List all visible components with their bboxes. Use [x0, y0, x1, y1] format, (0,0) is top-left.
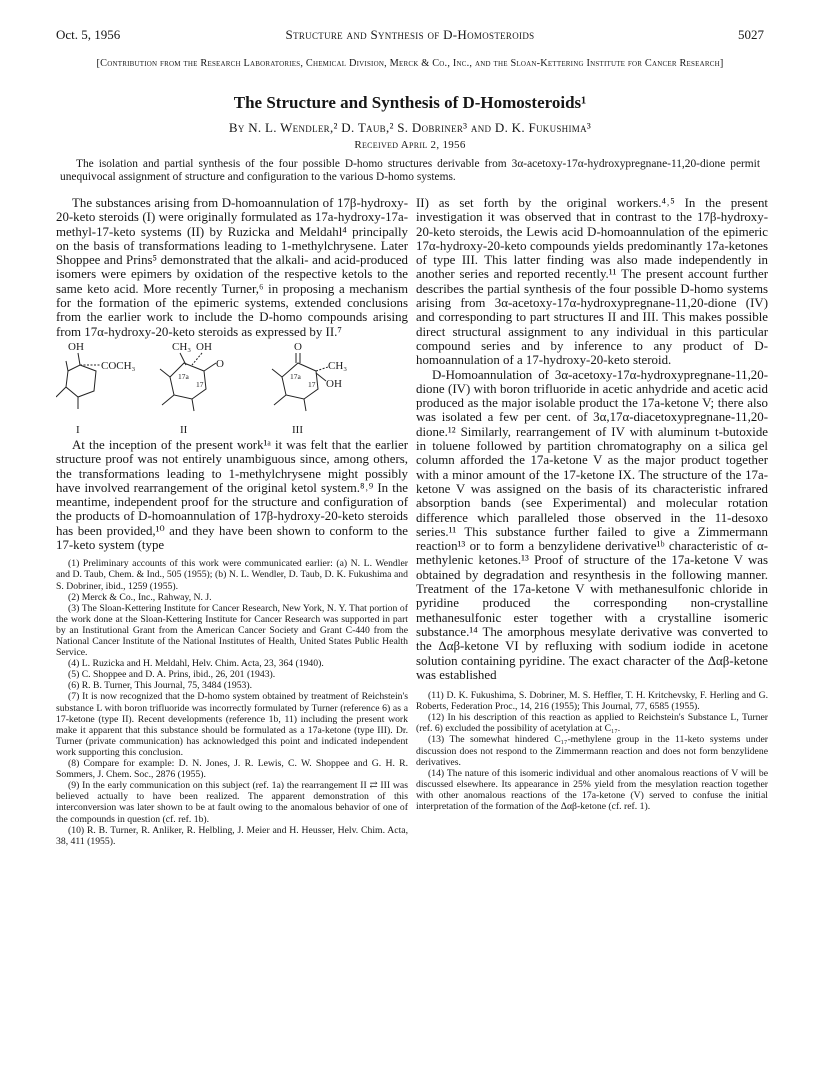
footnote: (14) The nature of this isomeric individual and other anomalous reactions of V will be discussed elsewhere. Its appearance in 25% yield from the mesylation reaction together with other anomalous reactions of the 17a-ketone (V) served to confuse the initial interpretation of the formation of the Δαβ-ketone (cf. ref. 1).: [416, 767, 768, 813]
footnote: (7) It is now recognized that the D-homo system obtained by treatment of Reichstein's substance L with boron trifluoride was incorrectly formulated by Turner (reference 6) as a 17-ketone (type II). Recent developments (reference 1b, 11) including the present work make it apparent that this substance should be formulated as a 17a-ketone (type III). Dr. Turner (private communication) has acknowledged this point and indicated independent work supporting this conclusion.: [56, 691, 408, 758]
running-head-date: Oct. 5, 1956: [56, 27, 121, 42]
bond-line: [272, 369, 282, 377]
structure-II: [160, 341, 224, 435]
bond-line: [304, 399, 306, 411]
footnote: (12) In his description of this reaction as applied to Reichstein's Substance L, Turner (ref. 6) excluded the possibility of acetylation at C₁₇.: [416, 712, 768, 735]
body-paragraph: II) as set forth by the original workers.⁴˒⁵ In the present investigation it was observed that in contrast to the 17β-hydroxy-20-keto steroids, the Lewis acid D-homoannulation of the epimeric 17α-hydroxy-20-keto compounds yields predominantly 17a-ketones of type III. This latter finding was also made independently in another series and reported recently.¹¹ The present account further describes the partial synthesis of the four possible D-homo systems arising from 3α-acetoxy-17α-hydroxypregnane-11,20-dione (IV) and corresponding to part structures II and III. This makes possible direct structural assignment to any individual in this particular compound series and by inference to any product of D-homoannulation of a 17-hydroxy-20-keto steroid.: [416, 196, 768, 368]
struct-III-position-label: 17: [308, 379, 316, 389]
struct-III-ch3-label: CH₃: [328, 359, 348, 372]
footnote: (13) The somewhat hindered C₁₇-methylene group in the 11-keto systems under discussion does not respond to the Zimmermann reaction and does not form benzylidene derivatives.: [416, 734, 768, 768]
footnote: (1) Preliminary accounts of this work were communicated earlier: (a) N. L. Wendler and D. Taub, Chem. & Ind., 505 (1955); (b) N. L. Wendler, D. Taub, D. K. Fukushima and S. Dobriner, ibid., 1259 (1955).: [56, 558, 408, 592]
struct-III-oh-label: OH: [326, 377, 342, 390]
bond-line: [162, 395, 174, 405]
struct-III-ring-label: 17a: [290, 371, 301, 381]
footnote: (11) D. K. Fukushima, S. Dobriner, M. S. Heffler, T. H. Kritchevsky, F. Herling and G. Roberts, Federation Proc., 14, 216 (1955); This Journal, 77, 6585 (1955).: [416, 690, 768, 713]
bond-line: [160, 369, 170, 377]
bond-line: [66, 361, 68, 371]
received-date: Received April 2, 1956: [354, 139, 466, 151]
struct-II-ring-label: 17a: [178, 371, 189, 381]
running-head: [56, 27, 764, 45]
footnote: (5) C. Shoppee and D. A. Prins, ibid., 26, 201 (1943).: [68, 669, 276, 681]
bond-line: [192, 353, 202, 365]
paper-title: The Structure and Synthesis of D-Homosteroids¹: [233, 93, 587, 112]
page-number: 5027: [738, 27, 764, 42]
struct-II-o-label: O: [216, 357, 224, 370]
bond-line: [56, 387, 66, 397]
footnote: (9) In the early communication on this subject (ref. 1a) the rearrangement II ⇄ III was believed actually to have been realized. The apparent demonstration of this interconversion was later shown to be at fault owing to the anomalous behavior of one of the compounds in question (cf. ref. 1b).: [56, 780, 408, 825]
footnote: (2) Merck & Co., Inc., Rahway, N. J.: [68, 591, 212, 603]
structure-label-I: I: [76, 423, 80, 435]
bond-line: [274, 395, 286, 405]
structure-III: [272, 341, 347, 435]
footnote: (8) Compare for example: D. N. Jones, J. R. Lewis, C. W. Shoppee and G. H. R. Sommers, J. Chem. Soc., 2876 (1955).: [56, 758, 408, 781]
bond-line: [204, 363, 216, 371]
struct-II-ch3-label: CH₃: [172, 340, 192, 353]
struct-I-oh-label: OH: [68, 340, 84, 353]
structure-label-II: II: [180, 423, 188, 435]
footnote: (10) R. B. Turner, R. Anliker, R. Helbling, J. Meier and H. Heusser, Helv. Chim. Acta, 38, 411 (1955).: [56, 824, 408, 847]
structure-diagrams: [56, 339, 408, 435]
bond-line: [316, 367, 328, 371]
struct-II-position-label: 17: [196, 379, 204, 389]
footnote: (4) L. Ruzicka and H. Meldahl, Helv. Chim. Acta, 23, 364 (1940).: [68, 658, 324, 670]
bond-line: [316, 373, 326, 381]
abstract: The isolation and partial synthesis of the four possible D-homo structures derivable from 3α-acetoxy-17α-hydroxypregnane-11,20-dione permit unequivocal assignment of structure and configuration to the various D-homo systems.: [60, 158, 760, 183]
body-paragraph: D-Homoannulation of 3α-acetoxy-17α-hydroxypregnane-11,20-dione (IV) with boron trifluoride in acetic anhydride and acetic acid produced as the major isolable product the 17a-ketone V; there also was isolated a few per cent. of 3α,17α-diacetoxypregnane-11,20-dione.¹² Similarly, rearrangement of IV with aluminum t-butoxide in toluene followed by partition chromatography on a silica gel column afforded the 17a-ketone V as the major product together with a minor amount of the 17-ketone IX. The structure of the 17a-ketone V was assigned on the basis of its characteristic infrared absorption bands (see Experimental) and molecular rotation difference which paralleled those observed in the 11-desoxo series.¹¹ This substance further failed to give a Zimmermann reaction¹³ or to form a benzylidene derivative¹ᵇ characteristic of α-methylenic ketones.¹³ Proof of structure of the 17a-ketone V was obtained by degradation and resynthesis in the following manner. Treatment of the 17a-ketone V with methanesulfonic chloride in pyridine produced the corresponding non-crystalline methanesulfonic ester together with a crystalline isomeric substance.¹⁴ The amorphous mesylate derivative was converted to the Δαβ-ketone VI by refluxing with sodium iodide in acetone solution containing pyridine. The exact character of the Δαβ-ketone was established: [416, 367, 768, 682]
steroid-structures-figure: [56, 339, 408, 435]
footnote: (6) R. B. Turner, This Journal, 75, 3484 (1953).: [68, 680, 253, 692]
struct-II-oh-label: OH: [196, 340, 212, 353]
author-line: By N. L. Wendler,² D. Taub,² S. Dobriner³ and D. K. Fukushima³: [228, 120, 592, 135]
footnotes-right: [416, 690, 768, 812]
footnote: (3) The Sloan-Kettering Institute for Cancer Research, New York, N. Y. That portion of the work done at the Sloan-Kettering Institute for Cancer Research was supported in part by an Institutional Grant from the American Cancer Society and Grant C-440 from the National Cancer Institute of the National Institutes of Health, United States Public Health Service.: [56, 602, 408, 659]
running-head-title: Structure and Synthesis of D-Homosteroids: [285, 27, 535, 42]
left-column: [56, 196, 408, 847]
footnotes-left: [56, 558, 408, 846]
bond-line: [192, 399, 194, 411]
structure-label-III: III: [292, 423, 303, 435]
structure-I: [56, 341, 136, 435]
struct-III-o-label: O: [294, 340, 302, 353]
contribution-note: [Contribution from the Research Laboratories, Chemical Division, Merck & Co., Inc., and the Sloan-Kettering Institute for Cancer Research]: [96, 58, 724, 69]
struct-I-coch3-label: COCH₃: [101, 359, 136, 372]
ring-d: [66, 365, 96, 397]
right-column: [416, 196, 768, 812]
body-paragraph: The substances arising from D-homoannulation of 17β-hydroxy-20-keto steroids (I) were originally formulated as 17a-hydroxy-17a-methyl-17-keto systems (II) by Ruzicka and Meldahl⁴ principally on the basis of transformations leading to 1-methylchrysene. Later Shoppee and Prins⁵ demonstrated that the alkali- and acid-produced isomers were epimers by oxidation of the respective ketols to the same keto acid. More recently Turner,⁶ in proposing a mechanism for the formation of the epimeric systems, extended conclusions from the earlier work to include the D-homo compounds arising from 17α-hydroxy-20-keto steroids as expressed by II.⁷: [56, 196, 408, 339]
body-paragraph: At the inception of the present work¹ᵃ it was felt that the earlier structure proof was not entirely unambiguous since, among others, the transformations leading to 1-methylchrysene might possibly have involved rearrangement of the original ketol system.⁸˒⁹ In the meantime, independent proof for the structure and configuration of the products of D-homoannulation of 17β-hydroxy-20-keto steroids has been provided,¹⁰ and they have been shown to conform to the 17-keto system (type: [56, 437, 408, 553]
bond-line: [78, 353, 80, 365]
